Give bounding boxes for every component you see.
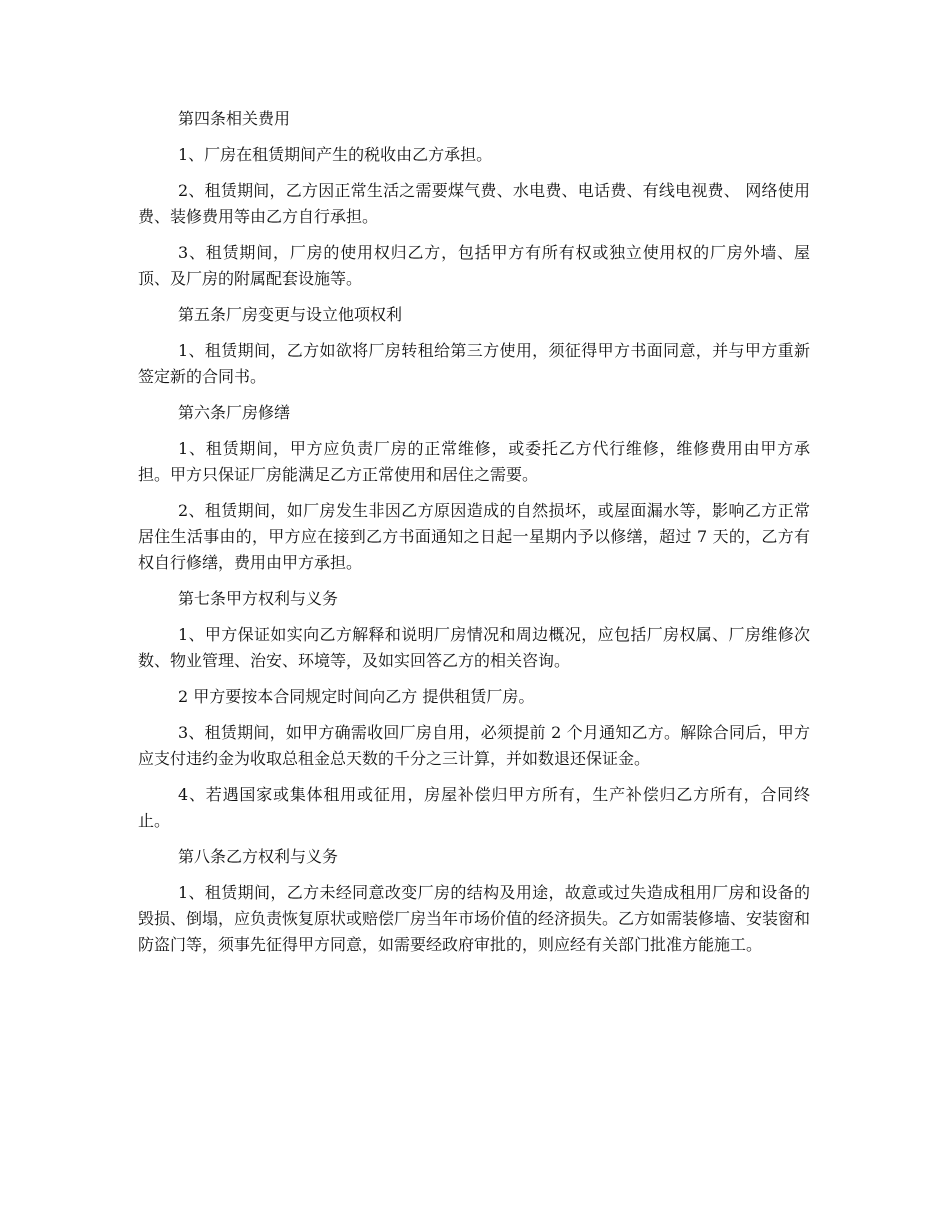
paragraph: 2、租赁期间，乙方因正常生活之需要煤气费、水电费、电话费、有线电视费、 网络使用费、装修费用等由乙方自行承担。 [138, 181, 810, 226]
section-heading-7: 第七条甲方权利与义务 [178, 589, 339, 608]
section-heading-4: 第四条相关费用 [178, 109, 291, 128]
paragraph: 4、若遇国家或集体租用或征用，房屋补偿归甲方所有，生产补偿归乙方所有，合同终止。 [138, 785, 810, 830]
paragraph: 3、租赁期间，厂房的使用权归乙方，包括甲方有所有权或独立使用权的厂房外墙、屋顶、及厂房的附属配套设施等。 [138, 243, 810, 288]
paragraph: 1、厂房在租赁期间产生的税收由乙方承担。 [178, 145, 493, 164]
paragraph: 2、租赁期间，如厂房发生非因乙方原因造成的自然损坏，或屋面漏水等，影响乙方正常居住生活事由的，甲方应在接到乙方书面通知之日起一星期内予以修缮，超过 7 天的，乙方有权自行修缮，费用由甲方承担。 [138, 501, 810, 572]
paragraph: 2 甲方要按本合同规定时间向乙方 提供租赁厂房。 [178, 687, 535, 706]
document-body [138, 106, 810, 958]
paragraph: 1、租赁期间，甲方应负责厂房的正常维修，或委托乙方代行维修，维修费用由甲方承担。甲方只保证厂房能满足乙方正常使用和居住之需要。 [138, 439, 810, 484]
paragraph: 1、甲方保证如实向乙方解释和说明厂房情况和周边概况，应包括厂房权属、厂房维修次数、物业管理、治安、环境等，及如实回答乙方的相关咨询。 [138, 625, 810, 670]
paragraph: 1、租赁期间，乙方未经同意改变厂房的结构及用途，故意或过失造成租用厂房和设备的毁损、倒塌，应负责恢复原状或赔偿厂房当年市场价值的经济损失。乙方如需装修墙、安装窗和防盗门等，须事先征得甲方同意，如需要经政府审批的，则应经有关部门批准方能施工。 [138, 883, 811, 954]
section-heading-5: 第五条厂房变更与设立他项权利 [178, 305, 403, 324]
section-heading-6: 第六条厂房修缮 [178, 403, 291, 422]
paragraph: 3、租赁期间，如甲方确需收回厂房自用，必须提前 2 个月通知乙方。解除合同后，甲方应支付违约金为收取总租金总天数的千分之三计算，并如数退还保证金。 [138, 723, 810, 768]
paragraph: 1、租赁期间，乙方如欲将厂房转租给第三方使用，须征得甲方书面同意，并与甲方重新签定新的合同书。 [138, 341, 810, 386]
section-heading-8: 第八条乙方权利与义务 [178, 847, 339, 866]
